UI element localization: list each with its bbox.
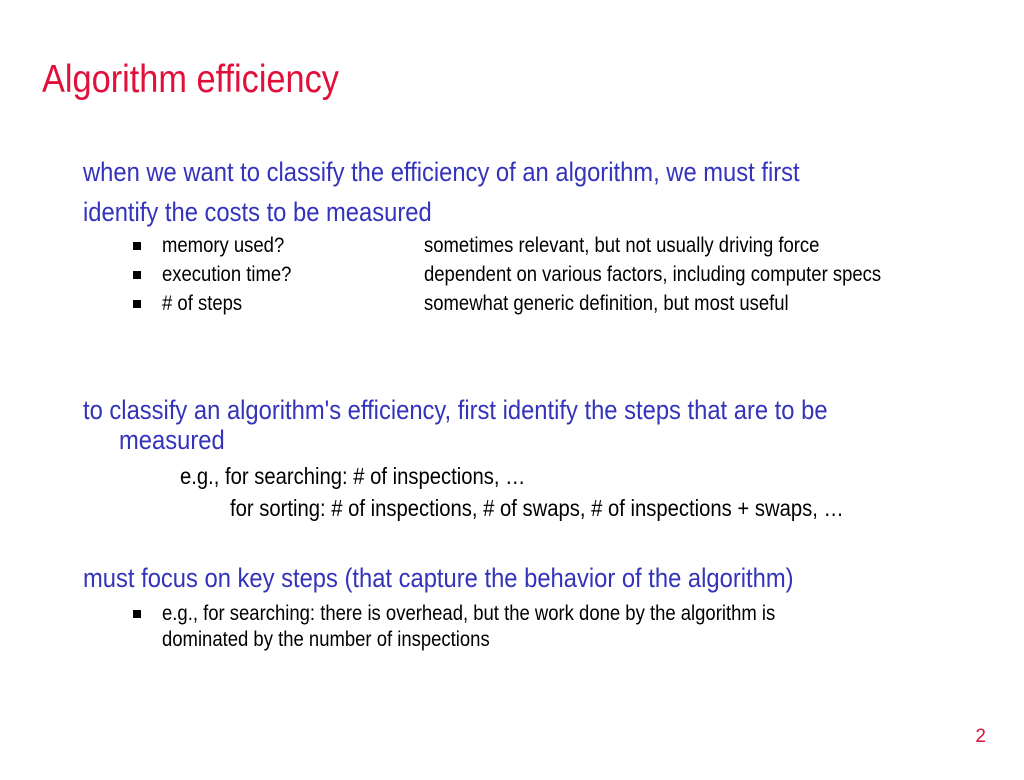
slide-title: Algorithm efficiency xyxy=(42,58,339,101)
section3-line1: must focus on key steps (that capture the behavior of the algorithm) xyxy=(83,563,794,593)
bullet-text-line1: e.g., for searching: there is overhead, but the work done by the algorithm is xyxy=(162,602,776,625)
bullet-text-line2: dominated by the number of inspections xyxy=(162,628,490,651)
bullet-description: dependent on various factors, including computer specs xyxy=(424,263,882,286)
page-number: 2 xyxy=(975,726,986,747)
section1-line2: identify the costs to be measured xyxy=(83,197,432,227)
bullet-description: sometimes relevant, but not usually driving force xyxy=(424,234,820,257)
example-searching: e.g., for searching: # of inspections, … xyxy=(180,463,526,489)
bullet-label: memory used? xyxy=(162,234,285,257)
bullet-label: execution time? xyxy=(162,263,292,286)
section1-line1: when we want to classify the efficiency of an algorithm, we must first xyxy=(83,157,800,187)
section2-line2: measured xyxy=(119,425,225,455)
square-bullet-icon xyxy=(133,610,141,618)
bullet-description: somewhat generic definition, but most useful xyxy=(424,292,789,315)
square-bullet-icon xyxy=(133,300,141,308)
section2-line1: to classify an algorithm's efficiency, first identify the steps that are to be xyxy=(83,395,828,425)
square-bullet-icon xyxy=(133,271,141,279)
example-sorting: for sorting: # of inspections, # of swaps, # of inspections + swaps, … xyxy=(230,495,844,521)
bullet-label: # of steps xyxy=(162,292,243,315)
square-bullet-icon xyxy=(133,242,141,250)
